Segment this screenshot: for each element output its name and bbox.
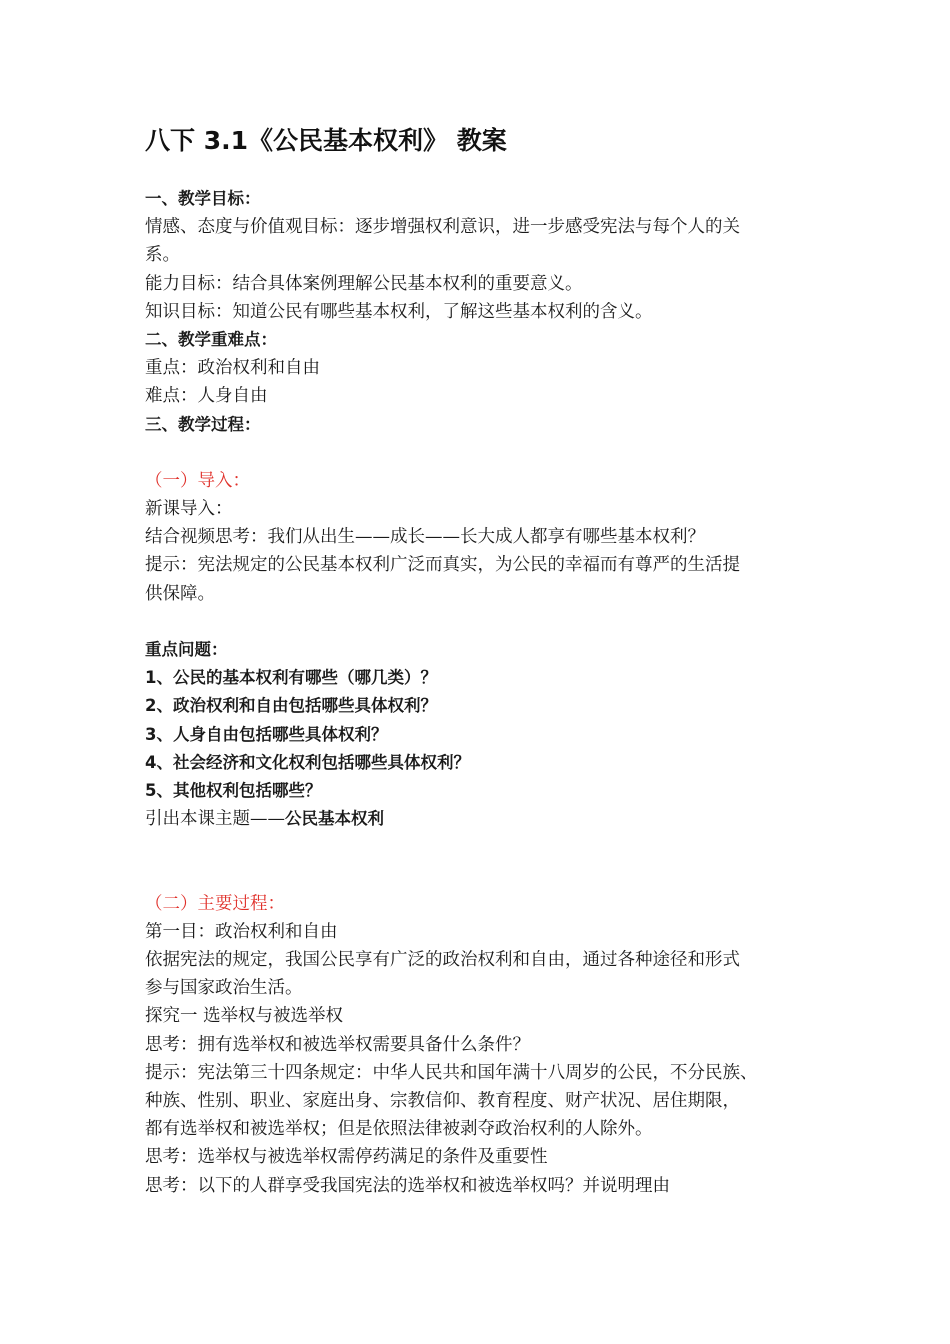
intro-hint-line-2: 供保障。 xyxy=(145,583,215,604)
difficult-point: 难点：人身自由 xyxy=(145,386,268,407)
explore-title: 探究一 选举权与被选举权 xyxy=(145,1006,344,1027)
question-item: 2、政治权利和自由包括哪些具体权利？ xyxy=(145,696,437,716)
spacer xyxy=(145,439,825,467)
video-think-question: 结合视频思考：我们从出生——成长——长大成人都享有哪些基本权利？ xyxy=(145,527,705,548)
think-question: 思考：以下的人群享受我国宪法的选举权和被选举权吗？并说明理由 xyxy=(145,1175,670,1196)
objectives-heading: 一、教学目标： xyxy=(145,189,261,208)
hint-line-3: 都有选举权和被选举权；但是依照法律被剥夺政治权利的人除外。 xyxy=(145,1119,653,1140)
basis-line-1: 依据宪法的规定，我国公民享有广泛的政治权利和自由，通过各种途径和形式 xyxy=(145,950,740,971)
key-points-heading: 二、教学重难点： xyxy=(145,329,277,349)
topic-line xyxy=(145,805,825,833)
question-item: 1、公民的基本权利有哪些（哪几类）？ xyxy=(145,668,437,688)
question-item: 5、其他权利包括哪些？ xyxy=(145,780,322,800)
knowledge-objective: 知识目标：知道公民有哪些基本权利，了解这些基本权利的含义。 xyxy=(145,301,653,322)
intro-hint-line-1: 提示：宪法规定的公民基本权利广泛而真实，为公民的幸福而有尊严的生活提 xyxy=(145,555,740,576)
document-title: 八下 3.1《公民基本权利》 教案 xyxy=(145,126,507,155)
main-process-heading: （二）主要过程： xyxy=(145,893,285,914)
ability-objective: 能力目标：结合具体案例理解公民基本权利的重要意义。 xyxy=(145,273,583,294)
emotion-objective-line-2: 系。 xyxy=(145,245,180,266)
topic-title: 公民基本权利 xyxy=(285,809,384,829)
spacer xyxy=(145,833,825,889)
questions-heading: 重点问题： xyxy=(145,640,228,659)
question-item: 3、人身自由包括哪些具体权利？ xyxy=(145,724,388,744)
intro-heading: （一）导入： xyxy=(145,470,250,491)
hint-line-2: 种族、性别、职业、家庭出身、宗教信仰、教育程度、财产状况、居住期限， xyxy=(145,1091,740,1112)
emotion-objective-line-1: 情感、态度与价值观目标：逐步增强权利意识，进一步感受宪法与每个人的关 xyxy=(145,217,740,238)
document-body xyxy=(145,185,825,1200)
section-title: 第一目：政治权利和自由 xyxy=(145,921,338,942)
topic-prefix: 引出本课主题—— xyxy=(145,809,285,830)
spacer xyxy=(145,608,825,636)
question-item: 4、社会经济和文化权利包括哪些具体权利？ xyxy=(145,752,470,772)
think-question: 思考：选举权与被选举权需停药满足的条件及重要性 xyxy=(145,1147,548,1168)
new-lesson-label: 新课导入： xyxy=(145,499,233,520)
process-heading: 三、教学过程： xyxy=(145,414,261,434)
think-question: 思考：拥有选举权和被选举权需要具备什么条件？ xyxy=(145,1034,530,1055)
basis-line-2: 参与国家政治生活。 xyxy=(145,978,303,999)
hint-line-1: 提示：宪法第三十四条规定：中华人民共和国年满十八周岁的公民，不分民族、 xyxy=(145,1062,758,1083)
key-point: 重点：政治权利和自由 xyxy=(145,358,320,379)
